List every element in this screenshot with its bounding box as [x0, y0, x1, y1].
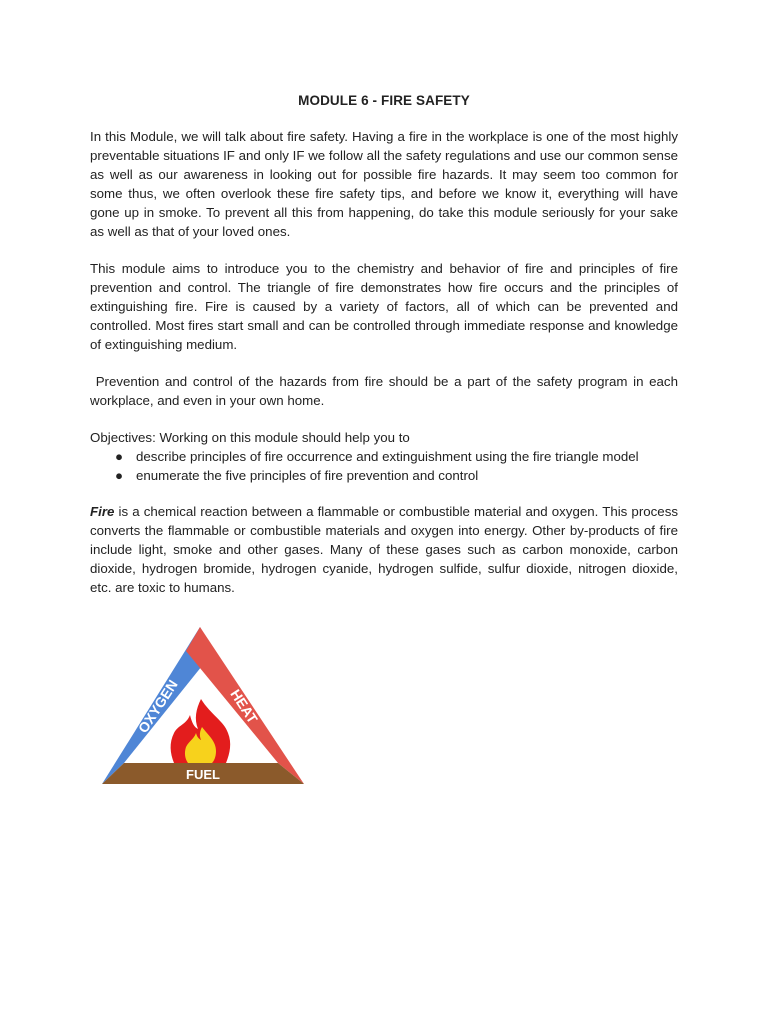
oxygen-label: OXYGEN	[134, 676, 181, 736]
document-body	[90, 127, 682, 597]
objectives-list	[90, 447, 678, 485]
fire-triangle-diagram	[90, 617, 312, 791]
bullet-icon: ●	[115, 468, 124, 483]
list-item	[90, 466, 678, 485]
fire-definition-text: is a chemical reaction between a flammable or combustible material and oxygen. This process converts the flammable or combustible materials and oxygen into energy. Other by-products of fire include light, smoke and other gases. Many of these gases such as carbon monoxide, carbon dioxide, hydrogen bromide, hydrogen cyanide, hydrogen sulfide, sulfur dioxide, nitrogen dioxide, etc. are toxic to humans.	[90, 504, 678, 595]
bullet-icon: ●	[115, 449, 124, 464]
fire-term: Fire	[90, 504, 115, 519]
objective-text: describe principles of fire occurrence and extinguishment using the fire triangle model	[136, 449, 639, 464]
heat-label: HEAT	[227, 686, 261, 727]
intro-paragraph: In this Module, we will talk about fire safety. Having a fire in the workplace is one of the most highly preventable situations IF and only IF we follow all the safety regulations and use our common sense as well as our awareness in looking out for possible fire hazards. It may seem too common for some thus, we often overlook these fire safety tips, and before we know it, everything will have gone up in smoke. To prevent all this from happening, do take this module seriously for your sake as well as that of your loved ones.	[90, 129, 678, 239]
aims-paragraph: This module aims to introduce you to the chemistry and behavior of fire and principles of fire prevention and control. The triangle of fire demonstrates how fire occurs and the principles of extinguishing fire. Fire is caused by a variety of factors, all of which can be prevented and controlled. Most fires start small and can be controlled through immediate response and knowledge of extinguishing medium.	[90, 261, 678, 352]
list-item	[90, 447, 678, 466]
fire-definition-paragraph	[90, 502, 678, 597]
fire-triangle-image	[90, 617, 312, 791]
objectives-intro: Objectives: Working on this module should help you to	[90, 430, 410, 445]
flame-icon	[171, 699, 231, 763]
page-title: MODULE 6 - FIRE SAFETY	[298, 93, 470, 108]
objective-text: enumerate the five principles of fire prevention and control	[136, 468, 479, 483]
prevention-paragraph: Prevention and control of the hazards from fire should be a part of the safety program in each workplace, and even in your own home.	[90, 374, 682, 408]
fuel-label: FUEL	[186, 767, 220, 782]
